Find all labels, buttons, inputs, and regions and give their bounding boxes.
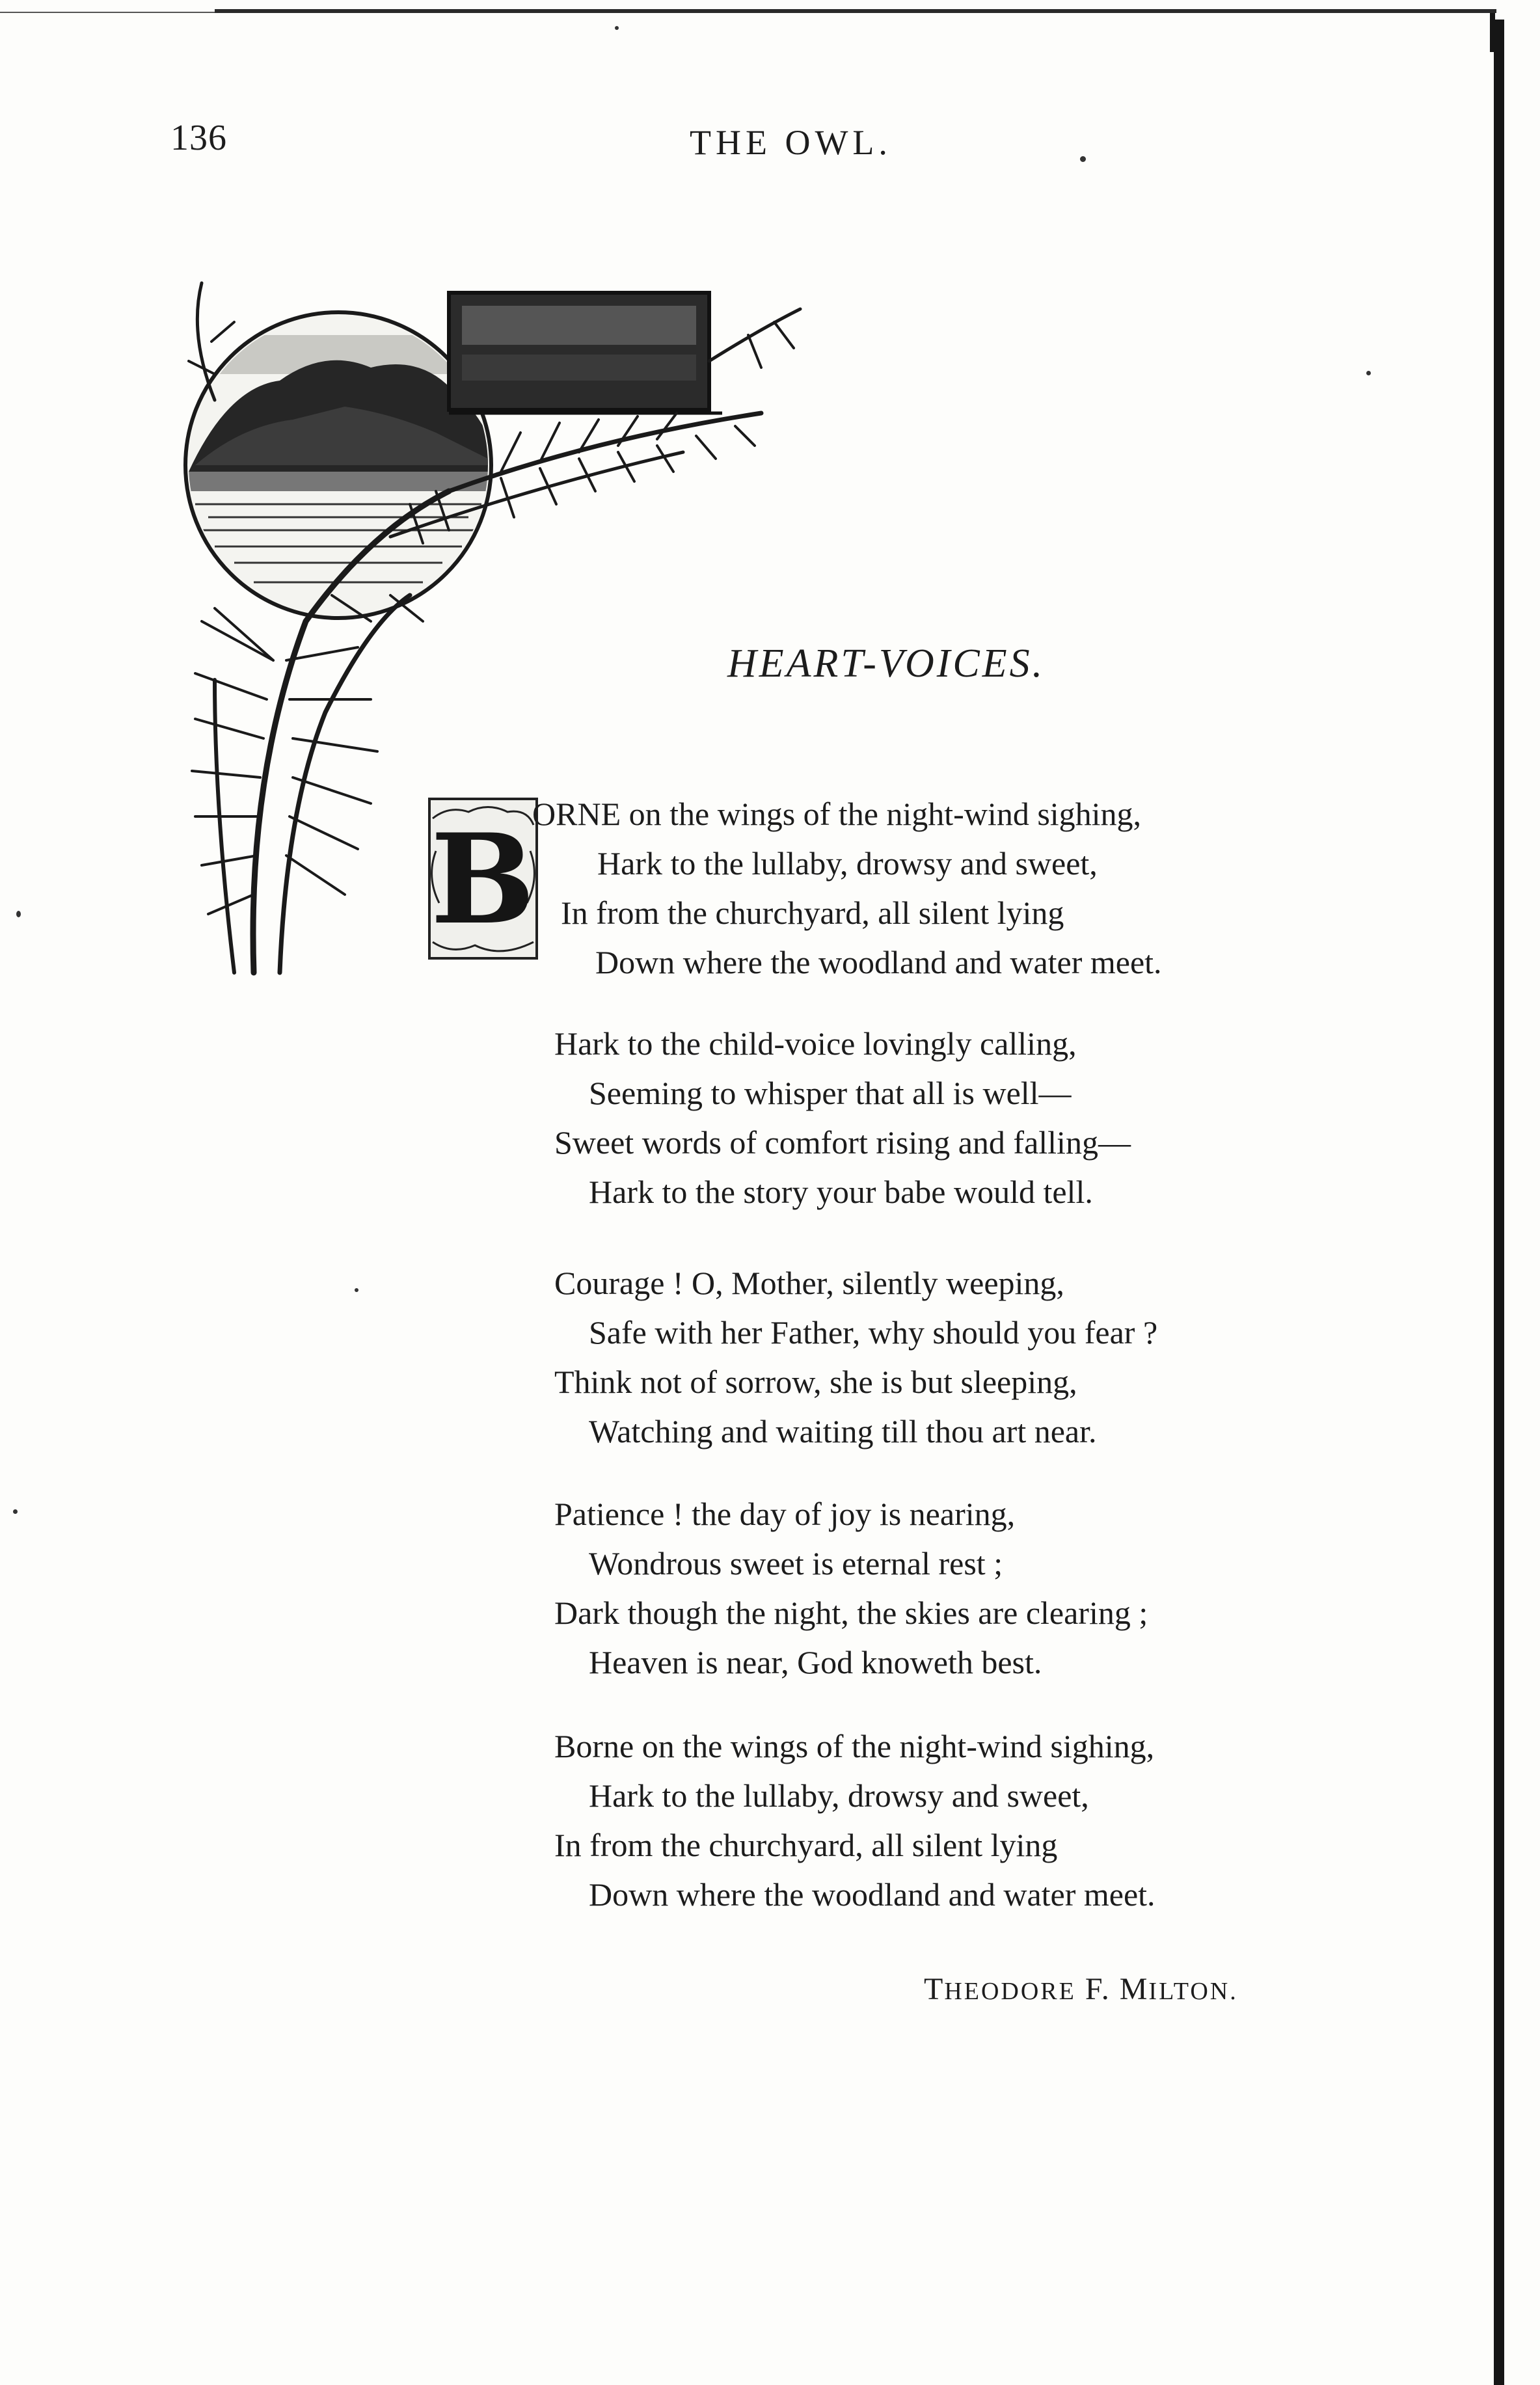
scan-speck [615, 26, 619, 30]
author-first-name-rest: HEODORE [944, 1978, 1076, 2005]
drop-cap-letter: B [430, 807, 535, 952]
scan-speck [16, 911, 21, 917]
poem-line: In from the churchyard, all silent lying [554, 1827, 1058, 1863]
drop-cap [423, 792, 543, 965]
scan-speck [1080, 156, 1086, 162]
author-last-initial: M [1119, 1972, 1149, 2006]
poem-line: Down where the woodland and water meet. [589, 1876, 1155, 1913]
poem-line: In from the churchyard, all silent lying [561, 895, 1064, 931]
poem-line: Wondrous sweet is eternal rest ; [589, 1545, 1003, 1582]
top-rule [215, 9, 1496, 13]
poem-line: Sweet words of comfort rising and falling— [554, 1124, 1131, 1161]
author-middle-initial: F. [1085, 1972, 1111, 2006]
poem-line: Dark though the night, the skies are clearing ; [554, 1595, 1148, 1631]
poem-line: Courage ! O, Mother, silently weeping, [554, 1265, 1064, 1301]
scan-edge-right [1494, 20, 1504, 2385]
poem-title: HEART-VOICES. [727, 641, 1046, 686]
top-rule-left [0, 12, 221, 13]
author-signature [924, 1971, 1238, 2007]
page-number: 136 [170, 118, 227, 158]
poem-line: Watching and waiting till thou art near. [589, 1413, 1097, 1449]
scan-speck [13, 1509, 18, 1514]
scan-speck [1366, 371, 1371, 375]
poem-line: Think not of sorrow, she is but sleeping, [554, 1364, 1077, 1400]
poem-line: Seeming to whisper that all is well— [589, 1075, 1072, 1111]
poem-line: Hark to the lullaby, drowsy and sweet, [589, 1777, 1089, 1814]
landscape-panel [449, 293, 722, 413]
poem-line: Safe with her Father, why should you fear ? [589, 1314, 1158, 1351]
poem-line: ORNE on the wings of the night-wind sighing, [532, 796, 1142, 832]
scan-speck [355, 1288, 358, 1292]
poem-line: Borne on the wings of the night-wind sighing, [554, 1728, 1155, 1764]
poem-line: Down where the woodland and water meet. [595, 944, 1162, 980]
author-last-name-rest: ILTON. [1148, 1978, 1238, 2005]
poem-line: Patience ! the day of joy is nearing, [554, 1496, 1016, 1532]
poem-line: Hark to the child-voice lovingly calling, [554, 1025, 1077, 1062]
author-initial: T [924, 1972, 945, 2006]
poem-line: Hark to the story your babe would tell. [589, 1174, 1093, 1210]
ornate-letter-b-icon [423, 792, 543, 965]
running-title: THE OWL. [690, 123, 892, 162]
poem-line: Hark to the lullaby, drowsy and sweet, [597, 845, 1098, 882]
poem-line: Heaven is near, God knoweth best. [589, 1644, 1042, 1680]
